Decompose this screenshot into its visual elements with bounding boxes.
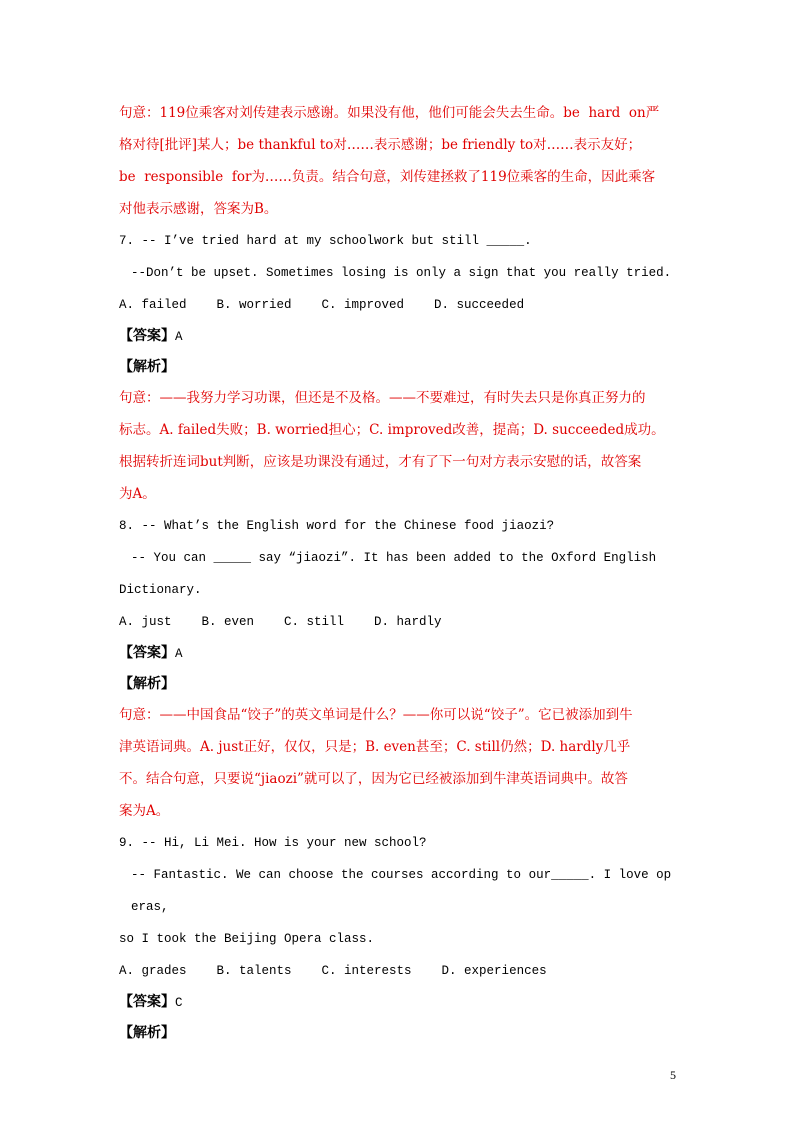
answer-line xyxy=(119,638,677,669)
explanation-line: be responsible for为……负责。结合句意，刘传建拯救了119位乘客的生命，因此乘客 xyxy=(119,169,656,185)
question-reply-continued: so I took the Beijing Opera class. xyxy=(119,932,375,946)
explanation-label: 【解析】 xyxy=(119,359,175,375)
question-reply: -- Fantastic. We can choose the courses according to our_____. I love operas, xyxy=(131,868,672,914)
answer-label: 【答案】 xyxy=(119,645,175,661)
question-reply-continued: Dictionary. xyxy=(119,583,202,597)
question-7 xyxy=(119,225,677,510)
answer-label: 【答案】 xyxy=(119,994,175,1010)
question-text: 9. -- Hi, Li Mei. How is your new school? xyxy=(119,836,427,850)
q8-explanation xyxy=(119,699,677,827)
question-reply: --Don’t be upset. Sometimes losing is only a sign that you really tried. xyxy=(131,266,672,280)
question-text: 7. -- I’ve tried hard at my schoolwork but still _____. xyxy=(119,234,532,248)
explanation-line: 为A。 xyxy=(119,486,156,502)
explanation-line: 标志。A. failed失败；B. worried担心；C. improved改善，提高；D. succeeded成功。 xyxy=(119,422,665,438)
question-text: 8. -- What’s the English word for the Chinese food jiaozi? xyxy=(119,519,555,533)
explanation-line: 句意：——我努力学习功课，但还是不及格。——不要难过，有时失去只是你真正努力的 xyxy=(119,390,646,406)
explanation-label: 【解析】 xyxy=(119,1025,175,1041)
explanation-line: 根据转折连词but判断，应该是功课没有通过，才有了下一句对方表示安慰的话，故答案 xyxy=(119,454,642,470)
page-content xyxy=(119,97,677,1048)
answer-value: A xyxy=(175,647,183,661)
explanation-line: 案为A。 xyxy=(119,803,170,819)
question-reply: -- You can _____ say “jiaozi”. It has been added to the Oxford English xyxy=(131,551,657,565)
answer-value: A xyxy=(175,330,183,344)
explanation-label: 【解析】 xyxy=(119,676,175,692)
question-options: A. grades B. talents C. interests D. experiences xyxy=(119,964,547,978)
answer-line xyxy=(119,321,677,352)
question-options: A. failed B. worried C. improved D. succeeded xyxy=(119,298,525,312)
page-number: 5 xyxy=(670,1068,676,1082)
explanation-line: 格对待[批评]某人；be thankful to对……表示感谢；be friendly to对……表示友好； xyxy=(119,137,642,153)
q7-explanation xyxy=(119,382,677,510)
answer-label: 【答案】 xyxy=(119,328,175,344)
answer-line xyxy=(119,987,677,1018)
question-options: A. just B. even C. still D. hardly xyxy=(119,615,442,629)
answer-value: C xyxy=(175,996,183,1010)
explanation-line: 句意：119位乘客对刘传建表示感谢。如果没有他，他们可能会失去生命。be hard on严 xyxy=(119,105,660,121)
question-8 xyxy=(119,510,677,827)
explanation-line: 句意：——中国食品“饺子”的英文单词是什么？——你可以说“饺子”。它已被添加到牛 xyxy=(119,707,633,723)
question-9 xyxy=(119,827,677,1048)
explanation-line: 对他表示感谢，答案为B。 xyxy=(119,201,278,217)
explanation-line: 不。结合句意，只要说“jiaozi”就可以了，因为它已经被添加到牛津英语词典中。故答 xyxy=(119,771,628,787)
explanation-line: 津英语词典。A. just正好，仅仅，只是；B. even甚至；C. still仍然；D. hardly几乎 xyxy=(119,739,631,755)
q6-explanation xyxy=(119,97,677,225)
